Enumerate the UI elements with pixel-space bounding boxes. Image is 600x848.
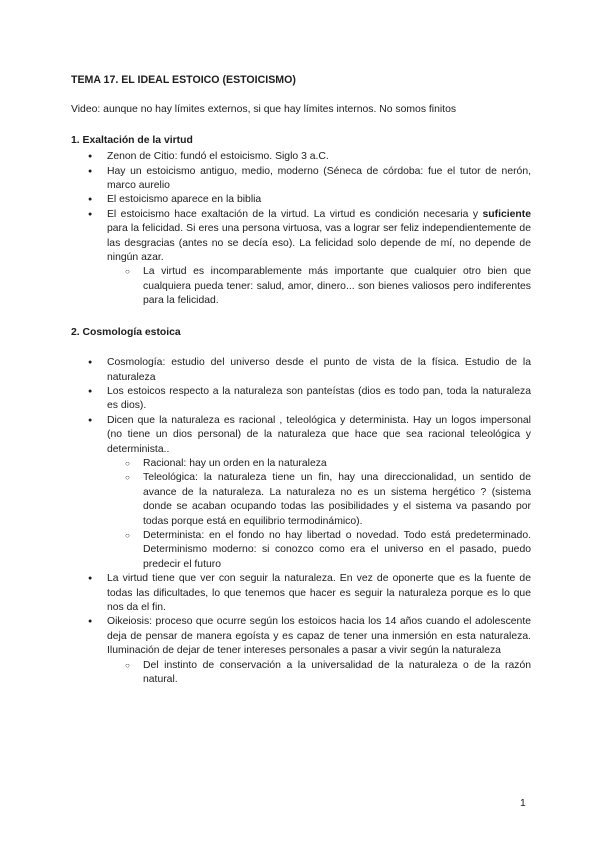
list-item: ● Zenon de Citio: fundó el estoicismo. Siglo 3 a.C. [107, 150, 531, 164]
list-item: ● Cosmología: estudio del universo desde el punto de vista de la física. Estudio de la naturaleza [107, 356, 531, 385]
sub-list-item: ○ La virtud es incomparablemente más importante que cualquier otro bien que cualquiera pueda tener: salud, amor, dinero... son bienes valiosos pero indiferentes para la felicidad. [143, 265, 531, 308]
list-item: ● El estoicismo aparece en la biblia [107, 193, 531, 207]
sub-list-item: ○ Determinista: en el fondo no hay libertad o novedad. Todo está predeterminado. Determinismo moderno: si conozco como era el universo en el pasado, puedo predecir el futuro [143, 529, 531, 572]
intro-paragraph: Video: aunque no hay límites externos, si que hay límites internos. No somos finitos [71, 104, 457, 116]
section-2-list [71, 356, 531, 687]
sub-list [107, 265, 531, 308]
list-item: ● Los estoicos respecto a la naturaleza son panteístas (dios es todo pan, toda la naturaleza es dios). [107, 385, 531, 414]
sub-list [107, 659, 531, 688]
document-body [71, 73, 531, 687]
spacer [71, 340, 531, 354]
sub-list [107, 457, 531, 572]
list-item [107, 414, 531, 572]
page-title: TEMA 17. EL IDEAL ESTOICO (ESTOICISMO) [71, 74, 296, 86]
section-1-heading: 1. Exaltación de la virtud [71, 134, 193, 146]
sub-list-item: ○ Racional: hay un orden en la naturaleza [143, 457, 531, 471]
sub-list-item: ○ Del instinto de conservación a la universalidad de la naturaleza o de la razón natural. [143, 659, 531, 688]
list-item [107, 615, 531, 687]
list-item-text: El estoicismo hace exaltación de la virtud. La virtud es condición necesaria y [107, 208, 483, 220]
list-item: ● La virtud tiene que ver con seguir la naturaleza. En vez de oponerte que es la fuente de todas las dificultades, lo que tenemos que hacer es seguir la naturaleza porque es lo que nos da el fin. [107, 572, 531, 615]
section-2-heading: 2. Cosmología estoica [71, 326, 181, 338]
section-1-list [71, 150, 531, 308]
list-item-text: Oikeiosis: proceso que ocurre según los estoicos hacia los 14 años cuando el adolescente deja de pensar de manera egoísta y es capaz de tener una inmersión en esta naturaleza. Iluminación de dejar de tener intereses personales a pasar a vivir según la naturaleza [107, 616, 531, 657]
emphasis-text: suficiente [482, 208, 531, 220]
sub-list-item: ○ Teleológica: la naturaleza tiene un fin, hay una direccionalidad, un sentido de avance de la naturaleza. La naturaleza no es un sistema hergético ? (sistema donde se acaban ocupando todas las posibilidades y el sistema va pasando por todas porque está en equilibrio termodinámico). [143, 471, 531, 529]
list-item: ● Hay un estoicismo antiguo, medio, moderno (Séneca de córdoba: fue el tutor de nerón, marco aurelio [107, 165, 531, 194]
page-number: 1 [520, 798, 526, 809]
list-item-text: Dicen que la naturaleza es racional , teleológica y determinista. Hay un logos impersonal (no tiene un dios personal) de la naturaleza que hace que sea racional teleológica y determinista.. [107, 414, 531, 455]
list-item-text: para la felicidad. Si eres una persona virtuosa, vas a lograr ser feliz independientemente de las desgracias (antes no se decía eso). La felicidad solo depende de mí, no depende de ningún azar. [107, 223, 531, 264]
list-item [107, 208, 531, 309]
